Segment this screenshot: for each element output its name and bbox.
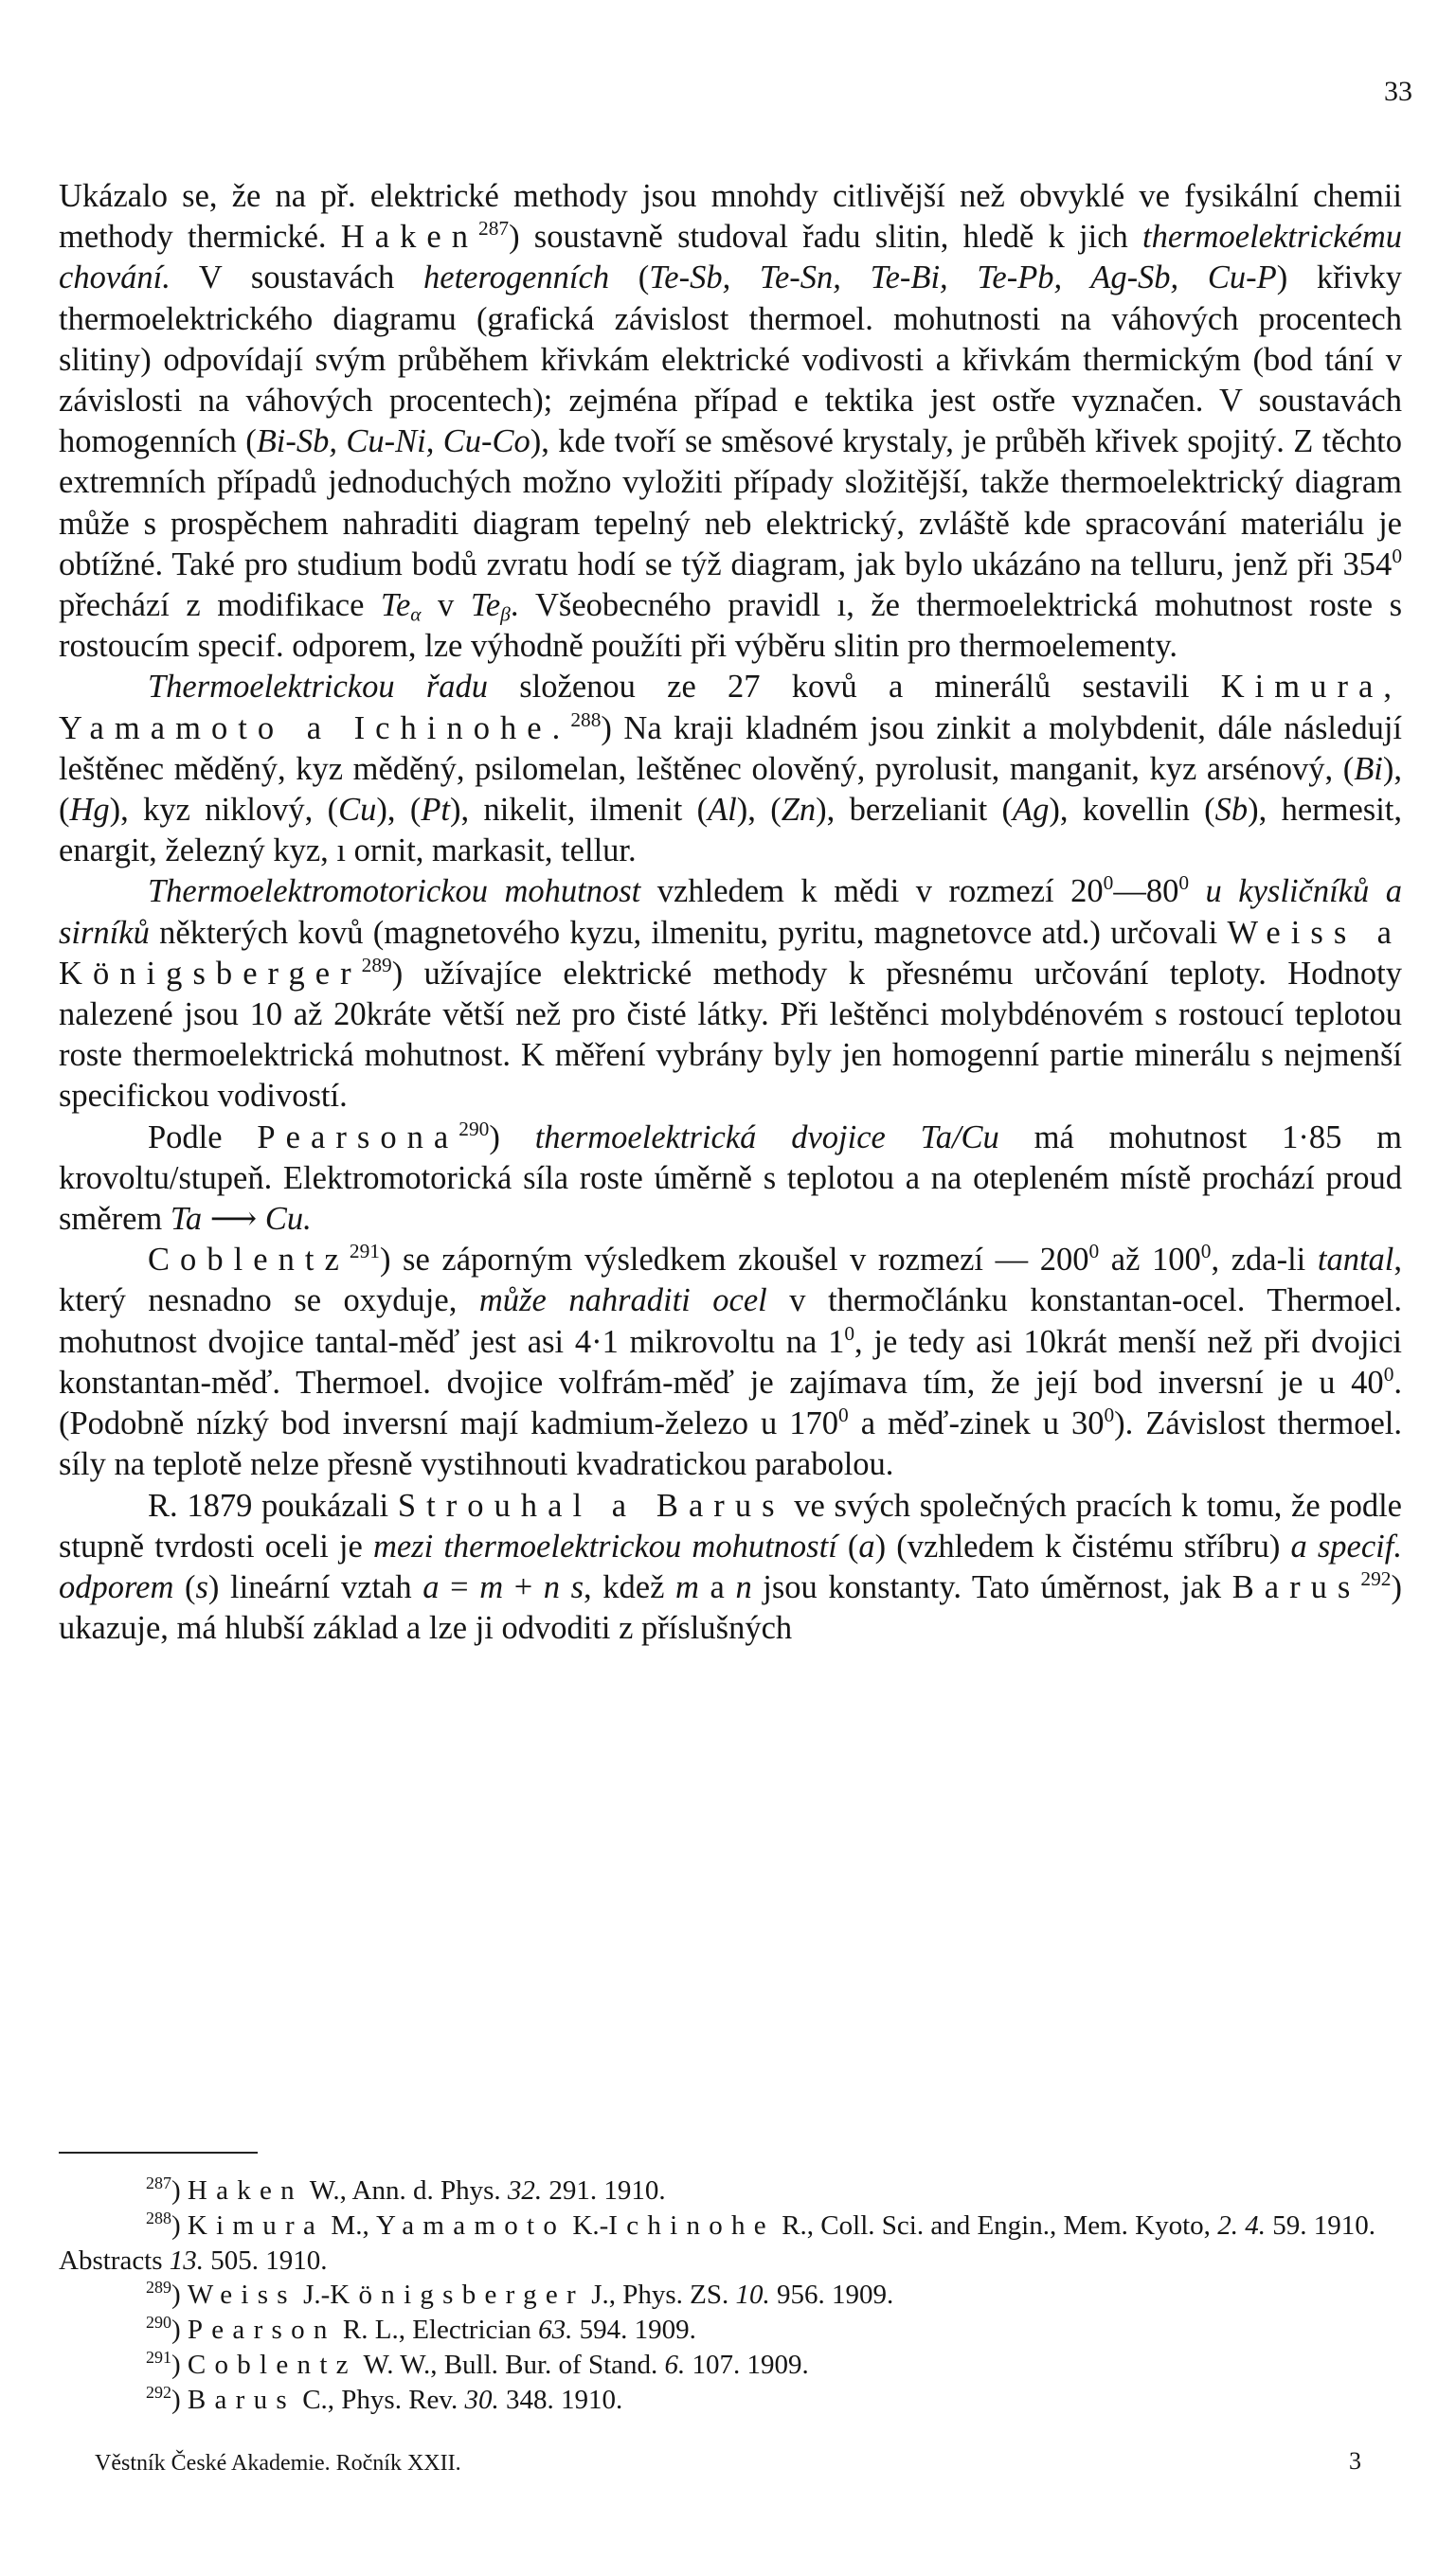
footnote: $^{290}$) Pearson R. L., Electrician 63. 594. 1909.: [146, 2313, 696, 2346]
journal-footer: Věstník České Akademie. Ročník XXII.: [95, 2451, 461, 2476]
footnote: $^{292}$) Barus C., Phys. Rev. 30. 348. 1910.: [146, 2382, 623, 2415]
footnote-divider: [59, 2152, 258, 2154]
signature-mark: 3: [1349, 2447, 1361, 2475]
footnotes: [59, 2174, 1402, 2418]
footnote: $^{288}$) Kimura M., Yamamoto K.-Ichinohe R., Coll. Sci. and Engin., Mem. Kyoto, 2. 4. 59. 1910. Abstracts 13. 505. 1910.: [59, 2208, 1375, 2276]
paragraph: Podle Pearsona$^{290}$) thermoelektrická dvojice Ta/Cu má mohutnost 1·85 m krovoltu/stupeň. Elektromotorická síla roste úměrně s teplotou a na otepleném místě prochází proud směrem Ta ⟶ Cu.: [59, 1117, 1402, 1238]
footnote: $^{289}$) Weiss J.-Königsberger J., Phys. ZS. 10. 956. 1909.: [146, 2278, 894, 2311]
body-text: [59, 176, 1402, 1649]
page-number: 33: [1384, 76, 1412, 107]
paragraph: Thermoelektrickou řadu složenou ze 27 kovů a minerálů sestavili Kimura, Yamamoto a Ichinohe.$^{288}$) Na kraji kladném jsou zinkit a molybdenit, dále následují leštěnec měděný, kyz měděný, psilomelan, leštěnec olověný, pyrolusit, manganit, kyz arsénový, (Bi), (Hg), kyz niklový, (Cu), (Pt), nikelit, ilmenit (Al), (Zn), berzelianit (Ag), kovellin (Sb), hermesit, enargit, železný kyz, ı ornit, markasit, tellur.: [59, 669, 1403, 869]
paragraph: R. 1879 poukázali Strouhal a Barus ve svých společných pracích k tomu, že podle stupně tvrdosti oceli je mezi thermoelektrickou mohutností (a) (vzhledem k čistému stříbru) a specif. odporem (s) lineární vztah a = m + n s, kdež m a n jsou konstanty. Tato úměrnost, jak Barus$^{292}$) ukazuje, má hlubší základ a lze ji odvoditi z příslušných: [59, 1487, 1402, 1647]
paragraph: Thermoelektromotorickou mohutnost vzhledem k mědi v rozmezí $20^0—80^0$ u kysličníků a sirníků některých kovů (magnetového kyzu, ilmenitu, pyritu, magnetovce atd.) určovali Weiss a Königsberger$^{289}$) užívajíce elektrické methody k přesnému určování teploty. Hodnoty nalezené jsou 10 až 20kráte větší než pro čisté látky. Při leštěnci molybdénovém s rostoucí teplotou roste thermoelektrická mohutnost. K měření vybrány byly jen homogenní partie minerálu s nejmenší specifickou vodivostí.: [59, 871, 1403, 1115]
paragraph: Coblentz$^{291}$) se záporným výsledkem zkoušel v rozmezí — $200^0$ až $100^0$, zda-li tantal, který nesnadno se oxyduje, může nahraditi ocel v thermočlánku konstantan-ocel. Thermoel. mohutnost dvojice tantal-měď jest asi 4·1 mikrovoltu na $1^0$, je tedy asi 10krát menší než při dvojici konstantan-měď. Thermoel. dvojice volfrám-měď je zajímava tím, že její bod inversní je u $40^0$. (Podobně nízký bod inversní mají kadmium-železo u $170^0$ a měď-zinek u $30^0$). Závislost thermoel. síly na teplotě nelze přesně vystihnouti kvadratickou parabolou.: [59, 1240, 1403, 1483]
paragraph: Ukázalo se, že na př. elektrické methody jsou mnohdy citlivější než obvyklé ve fysikální chemii methody thermické. Haken$^{287}$) soustavně studoval řadu slitin, hledě k jich thermoelektrickému chování. V soustavách heterogenních (Te-Sb, Te-Sn, Te-Bi, Te-Pb, Ag-Sb, Cu-P) křivky thermoelektrického diagramu (grafická závislost thermoel. mohutnosti na váhových procentech slitiny) odpovídají svým průběhem křivkám elektrické vodivosti a křivkám thermickým (bod tání v závislosti na váhových procentech); zejména případ e tektika jest ostře vyznačen. V soustavách homogenních (Bi-Sb, Cu-Ni, Cu-Co), kde tvoří se směsové krystaly, je průběh křivek spojitý. Z těchto extremních případů jednoduchých možno vyložiti případy složitější, takže thermoelektrický diagram může s prospěchem nahraditi diagram tepelný neb elektrický, zvláště kde spracování materiálu je obtížné. Také pro studium bodů zvratu hodí se týž diagram, jak bylo ukázáno na telluru, jenž při $354^0$ přechází z modifikace $Te_\alpha$ v $Te_\beta$. Všeobecného pravidl ı, že thermoelektrická mohutnost roste s rostoucím specif. odporem, lze výhodně použíti při výběru slitin pro thermoelementy.: [59, 178, 1402, 665]
footnote: $^{287}$) Haken W., Ann. d. Phys. 32. 291. 1910.: [146, 2173, 666, 2206]
footnote: $^{291}$) Coblentz W. W., Bull. Bur. of Stand. 6. 107. 1909.: [146, 2347, 809, 2380]
